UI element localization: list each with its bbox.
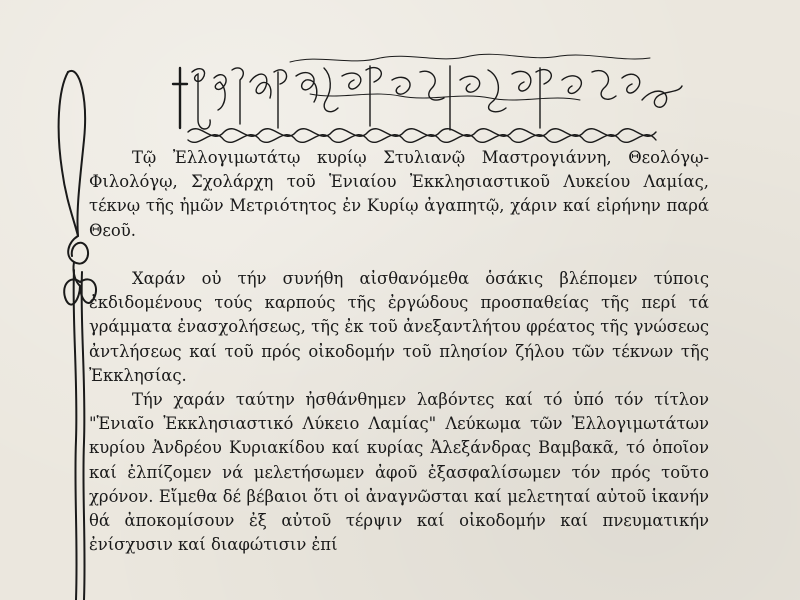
letter-paragraph-1: Χαράν οὐ τήν συνήθη αἰσθανόμεθα ὁσάκις βλέπομεν τύποις ἐκδιδομένους τούς καρπούς τῆς ἐργώδους προσπαθείας τῆς περί τά γράμματα ἐνασχολήσεως, τῆς ἐκ τοῦ ἀνεξαντλήτου φρέατος τῆς γνώσεως ἀντλήσεως καί τοῦ πρός οἰκοδομήν τοῦ πλησίον ζήλου τῶν τέκνων τῆς Ἐκκλησίας.: [89, 269, 709, 385]
letter-paragraph-2: Τήν χαράν ταύτην ἠσθάνθημεν λαβόντες καί τό ὑπό τόν τίτλον "Ἑνιαῖο Ἐκκλησιαστικό Λύκειο Λαμίας" Λεύκωμα τῶν Ἐλλογιμωτάτων κυρίου Ἀνδρέου Κυριακίδου καί κυρίας Ἀλεξάνδρας Βαμβακᾶ, τό ὁποῖον καί ἐλπίζομεν νά μελετήσωμεν ἀφοῦ ἐξασφαλίσωμεν τόν πρός τοῦτο χρόνον. Εἴμεθα δέ βέβαιοι ὅτι οἱ ἀναγνῶσται καί μελετηταί αὐτοῦ ἱκανήν θά ἀποκομίσουν ἐξ αὐτοῦ τέρψιν καί οἰκοδομήν καί πνευματικήν ἐνίσχυσιν καί διαφώτισιν ἐπί: [89, 390, 709, 555]
letter-body: [89, 146, 709, 557]
letter-address: Τῷ Ἐλλογιμωτάτῳ κυρίῳ Στυλιανῷ Μαστρογιάννη, Θεολόγῳ-Φιλολόγῳ, Σχολάρχη τοῦ Ἑνιαίου Ἐκκλησιαστικοῦ Λυκείου Λαμίας, τέκνῳ τῆς ἡμῶν Μετριότητος ἐν Κυρίῳ ἀγαπητῷ, χάριν καί εἰρήνην παρά Θεοῦ.: [89, 148, 709, 240]
calligraphic-header-signature: [170, 50, 700, 150]
